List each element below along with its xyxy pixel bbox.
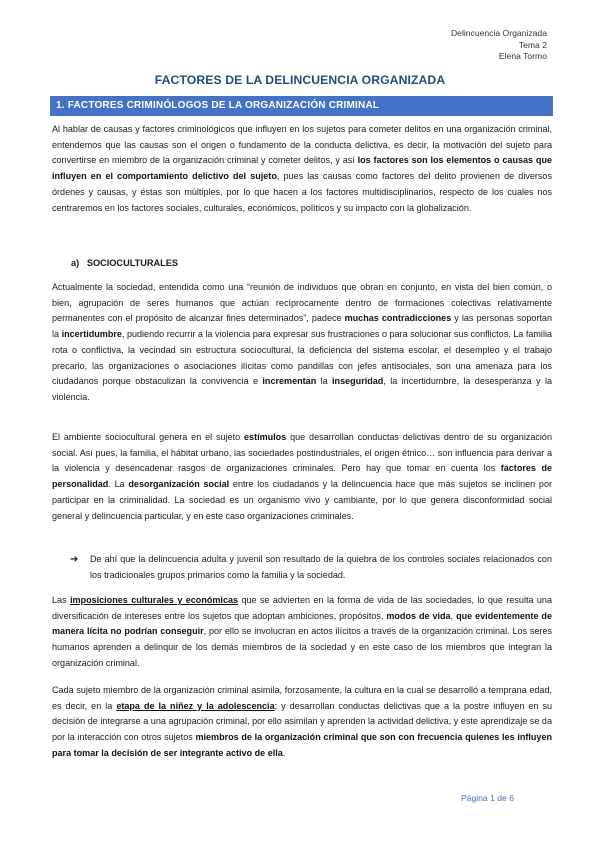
page-number: Página 1 de 6: [460, 793, 514, 803]
text-run: . La: [108, 479, 129, 490]
text-run: .: [282, 747, 286, 758]
bold-underlined-run: etapa de la niñez y la adolescencia: [116, 700, 275, 711]
subheading-socioculturales: a) SOCIOCULTURALES: [71, 258, 179, 268]
text-run: ,: [450, 610, 457, 621]
text-run: que desarrollan conductas delictivas dentro de su organización social. Así pues, la familia, el hábitat urbano, las sociedades postindustriales, el origen étnico… son influencia para derivar a la violencia y desencadenar rasgos de organizaciones criminales. Pero hay que tomar en cuenta los: [52, 432, 552, 474]
paragraph-imposiciones: [52, 593, 552, 672]
bullet-text: De ahí que la delincuencia adulta y juvenil son resultado de la quiebra de los controles sociales relacionados con los tradicionales grupos primarios como la familia y la sociedad.: [90, 554, 552, 580]
text-run: entre los ciudadanos y la delincuencia hace que más sujetos se inclinen por participar en la criminalidad. La sociedad es un organismo vivo y cambiante, por lo que genera disconformidad social general y delincuencia particular, y en este caso organizaciones criminales.: [52, 479, 552, 521]
text-run: Al hablar de causas y factores criminológicos que influyen en los sujetos para cometer delitos en una organización criminal, entendemos que las causas son el origen o fundamento de la conducta delictiva, es decir, la motivación del sujeto para convertirse en miembro de la organización criminal y cometer delitos, y así: [52, 124, 552, 166]
text-run: Las: [52, 595, 70, 605]
header-course: Delincuencia Organizada: [450, 28, 547, 38]
text-run: , pudiendo recurrir a la violencia para expresar sus frustraciones o para solucionar sus conflictos. La familia rota o conflictiva, la vecindad sin estructura sociocultural, la deficiencia del sistema escolar, el desempleo y el trabajo precario, las organizaciones o asociaciones ilícitas como pandillas con jefes antisociales, son una amenaza para los ciudadanos porque obstaculizan la convivencia e: [52, 329, 552, 387]
bold-run: incrementan: [262, 376, 317, 387]
bold-run: que evidentemente de manera lícita no podrían conseguir: [52, 610, 552, 637]
header-author: Elena Tormo: [498, 51, 547, 62]
paragraph-intro: [52, 122, 552, 216]
bold-run: modos de vida: [386, 610, 451, 621]
bold-run: miembros de la organización criminal que son con frecuencia quienes les influyen para tomar la decisión de ser integrante activo de ella: [52, 732, 553, 758]
bold-run: los factores son los elementos o causas que influyen en el comportamiento delictivo del sujeto: [52, 155, 552, 182]
text-run: , la incertidumbre, la desesperanza y la violencia.: [52, 376, 552, 402]
text-run: Cada sujeto miembro de la organización criminal asimila, forzosamente, la cultura en la cual se desarrolló a temprana edad, es decir, en la: [52, 685, 552, 711]
text-run: Actualmente la sociedad, entendida como una “reunión de individuos que obran en conjunto, en vista del bien común, o bien, agrupación de seres humanos que actúan recíprocamente dentro de formaciones colectivas relativamente permanentes con el propósito de alcanzar fines determinados”, padece: [52, 282, 552, 324]
bold-run: incertidumbre: [61, 329, 122, 340]
bold-run: factores de personalidad: [52, 463, 552, 490]
header-topic: Tema 2: [518, 39, 547, 50]
section-heading: 1. FACTORES CRIMINÓLOGOS DE LA ORGANIZACIÓN CRIMINAL: [50, 96, 553, 116]
bold-run: estímulos: [244, 432, 287, 442]
bold-run: desorganización social: [128, 479, 230, 490]
bold-run: muchas contradicciones: [344, 313, 452, 324]
paragraph-sociedad: [52, 280, 552, 406]
text-run: , por ello se involucran en actos ilícitos a través de la organización criminal. Los seres humanos aprenden a delinquir de los demás miembros de la sociedad y en este caso de los miembros que integran la organización criminal.: [52, 626, 552, 668]
document-title: FACTORES DE LA DELINCUENCIA ORGANIZADA: [154, 73, 446, 87]
paragraph-ambiente: [52, 430, 552, 524]
text-run: ; y desarrollan conductas delictivas que a la postre influyen en su decisión de integrarse a una agrupación criminal, por ello asimilan y aprenden la actividad delictiva, y este aprendizaje se da por la interacción con otros sujetos: [52, 700, 553, 743]
text-run: El ambiente sociocultural genera en el sujeto: [52, 432, 244, 442]
text-run: y las personas soportan la: [52, 313, 552, 340]
bold-run: inseguridad: [332, 376, 384, 387]
arrow-right-icon: ➔: [70, 554, 79, 565]
text-run: la: [316, 376, 333, 387]
text-run: , pues las causas como factores del delito provienen de diversos órdenes y causas, y éstas son múltiples, por lo que hacen a los factores multidisciplinarios, respecto de los cuales nos centraremos en los factores sociales, culturales, económicos, políticos y su impacto con la globalización.: [52, 171, 552, 213]
bold-underlined-run: imposiciones culturales y económicas: [69, 595, 239, 605]
paragraph-cada-sujeto: [52, 683, 552, 762]
running-header: [451, 28, 547, 63]
text-run: que se advierten en la forma de vida de las sociedades, lo que resulta una diversificación de intereses entre los sujetos que adoptan ambiciones, propósitos,: [52, 595, 552, 621]
